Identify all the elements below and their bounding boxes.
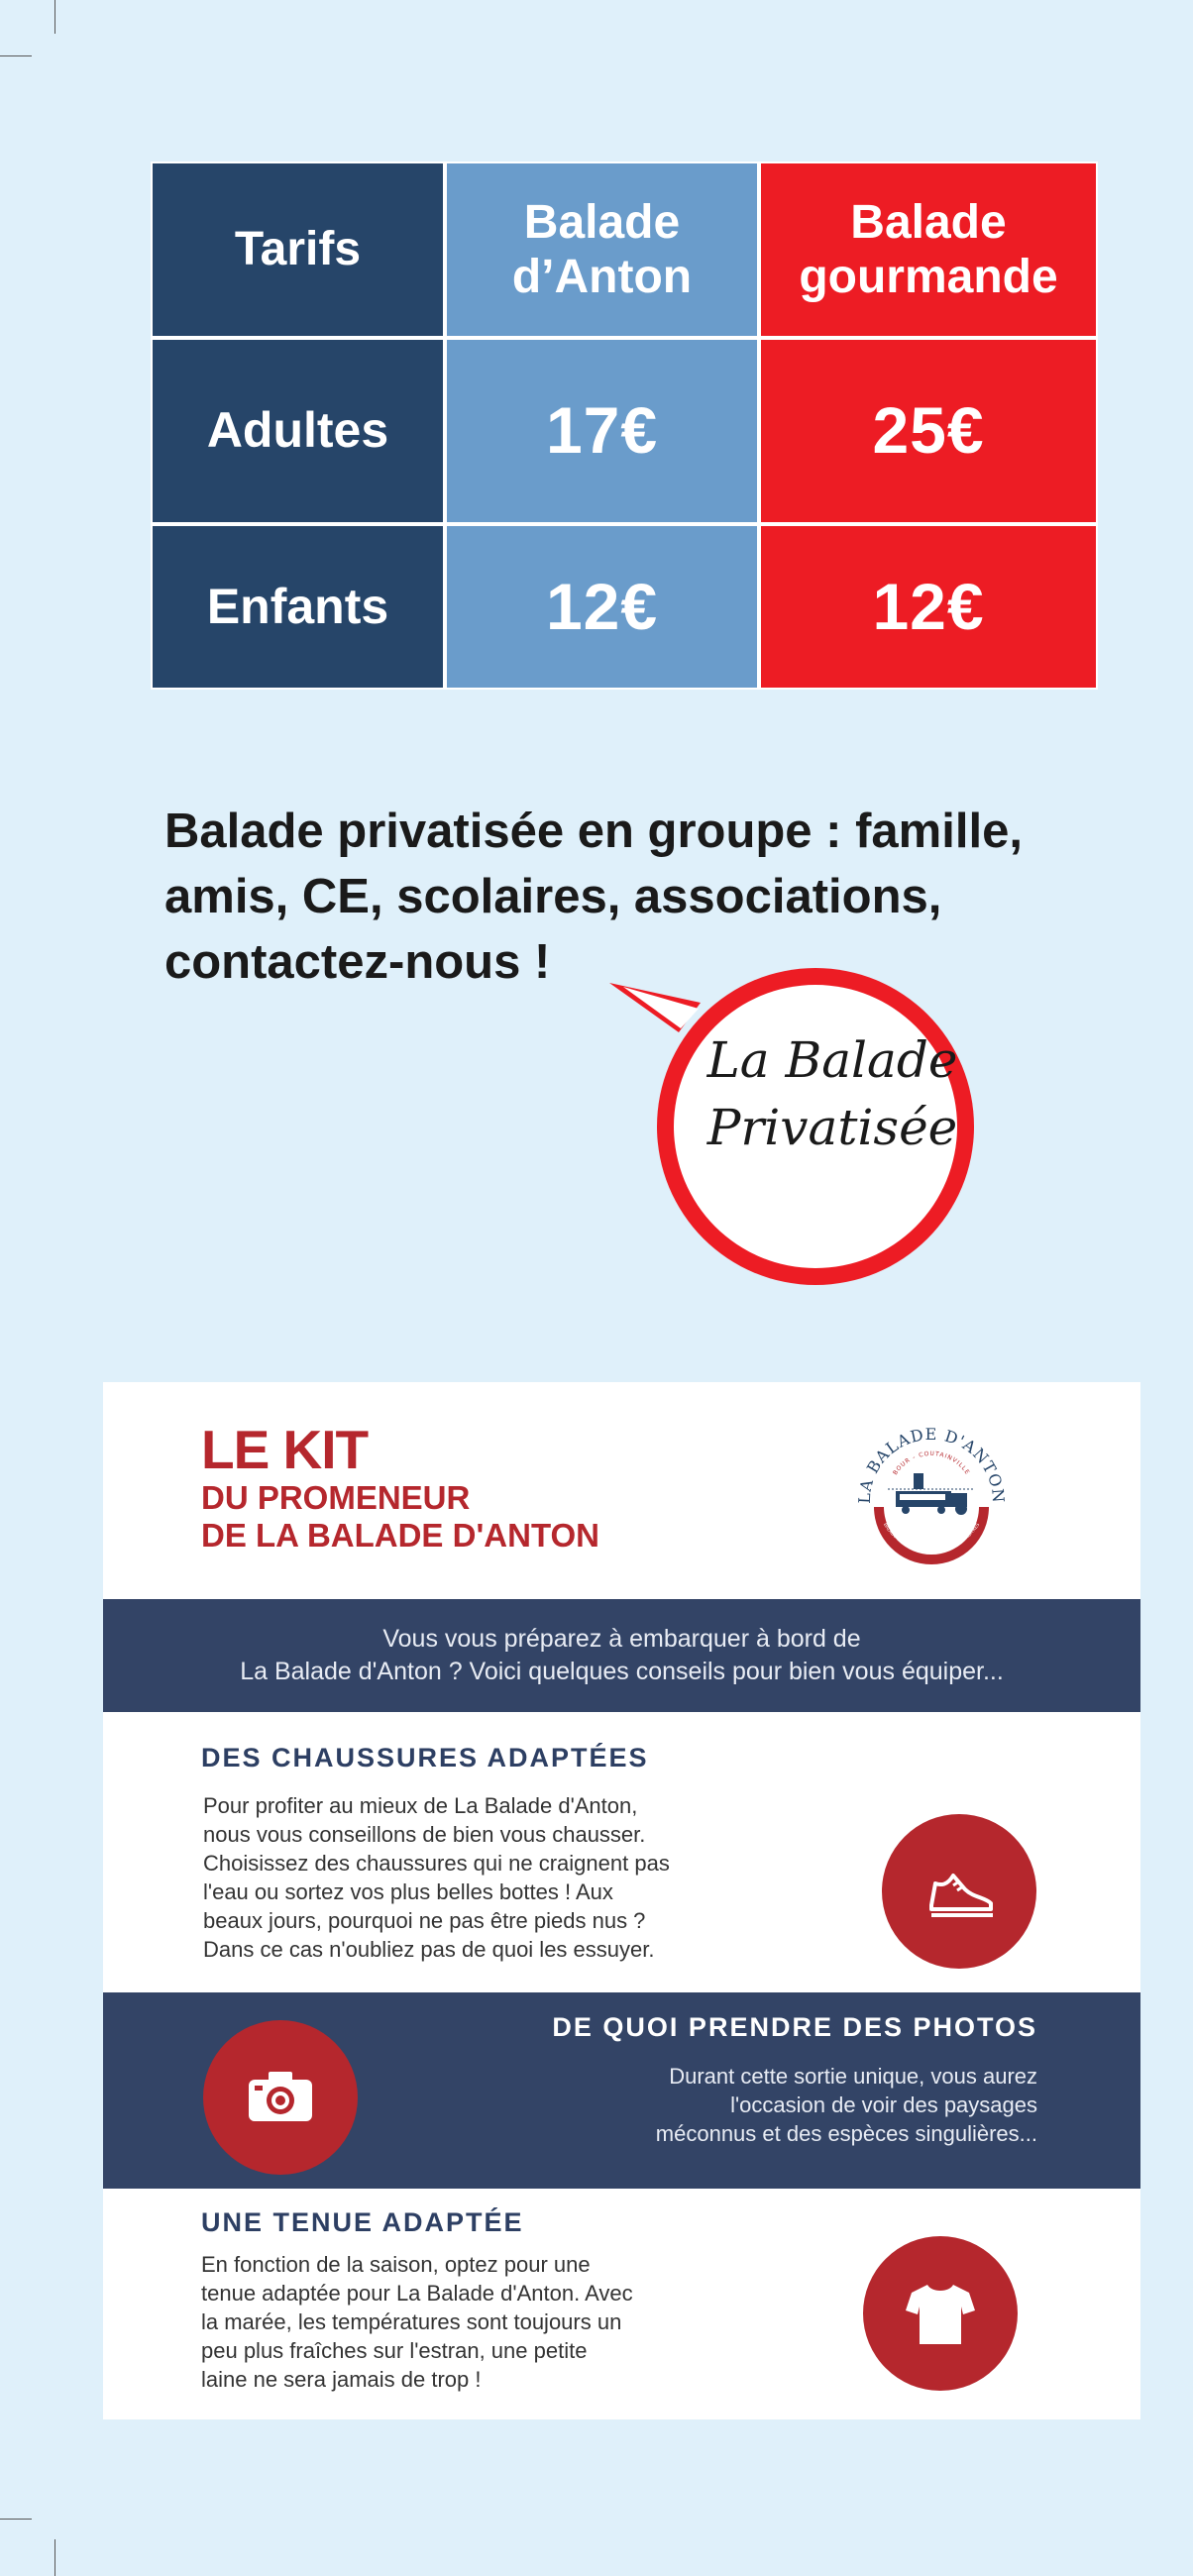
kit-section: [103, 1382, 1140, 2419]
section-title-photos: DE QUOI PRENDRE DES PHOTOS: [552, 2012, 1037, 2042]
section-body-outfit: En fonction de la saison, optez pour une tenue adaptée pour La Balade d'Anton. Avec la marée, les températures sont toujours un peu plus fraîches sur l'estran, une petite laine ne sera jamais de trop !: [201, 2252, 633, 2392]
svg-text:LA BALADE D'ANTON: LA BALADE D'ANTON: [854, 1425, 1009, 1505]
price-enfants-gourmande: 12€: [759, 524, 1098, 690]
svg-text:BALADE COMMENTÉE • PARCS MOULE: BALADE COMMENTÉE • PARCS MOULES • HUÎTRES: [881, 1522, 982, 1555]
price-adultes-gourmande: 25€: [759, 338, 1098, 524]
crop-mark: [54, 2539, 55, 2576]
shoe-icon: [882, 1814, 1036, 1969]
crop-mark: [54, 0, 55, 34]
photos-band: [103, 1992, 1140, 2189]
row-label-enfants: Enfants: [151, 524, 445, 690]
row-label-adultes: Adultes: [151, 338, 445, 524]
kit-title: [201, 1420, 599, 1555]
camera-icon: [203, 2020, 358, 2175]
crop-mark: [0, 55, 32, 56]
kit-subtitle-line: DE LA BALADE D'ANTON: [201, 1517, 600, 1554]
balade-anton-logo: [848, 1412, 1015, 1578]
section-body-photos: Durant cette sortie unique, vous aurez l'occasion de voir des paysages méconnus et des espèces singulières...: [655, 2064, 1037, 2146]
kit-title-main: LE KIT: [201, 1419, 369, 1480]
header-balade-anton: Balade d’Anton: [445, 161, 759, 338]
header-balade-gourmande: Balade gourmande: [759, 161, 1098, 338]
tshirt-icon: [863, 2236, 1018, 2391]
intro-text: Vous vous préparez à embarquer à bord de La Balade d'Anton ? Voici quelques conseils pour bien vous équiper...: [240, 1625, 1004, 1685]
private-tour-text: Balade privatisée en groupe : famille, amis, CE, scolaires, associations, contactez-nous !: [164, 805, 1023, 989]
header-tarifs: Tarifs: [151, 161, 445, 338]
crop-mark: [0, 2519, 32, 2520]
price-table: [151, 161, 1098, 690]
price-adultes-anton: 17€: [445, 338, 759, 524]
section-title-outfit: UNE TENUE ADAPTÉE: [201, 2207, 524, 2237]
intro-band: [103, 1599, 1140, 1712]
section-title-shoes: DES CHAUSSURES ADAPTÉES: [201, 1743, 649, 1772]
svg-text:BOUR - COUTAINVILLE: BOUR - COUTAINVILLE: [892, 1449, 971, 1477]
kit-subtitle-line: DU PROMENEUR: [201, 1479, 471, 1516]
bubble-label: La Balade Privatisée: [706, 1031, 958, 1156]
price-enfants-anton: 12€: [445, 524, 759, 690]
section-body-shoes: Pour profiter au mieux de La Balade d'Anton, nous vous conseillons de bien vous chausser. Choisissez des chaussures qui ne craignent pas l'eau ou sortez vos plus belles bottes ! Aux beaux jours, pourquoi ne pas être pieds nus ? Dans ce cas n'oubliez pas de quoi les essuyer.: [203, 1793, 670, 1962]
